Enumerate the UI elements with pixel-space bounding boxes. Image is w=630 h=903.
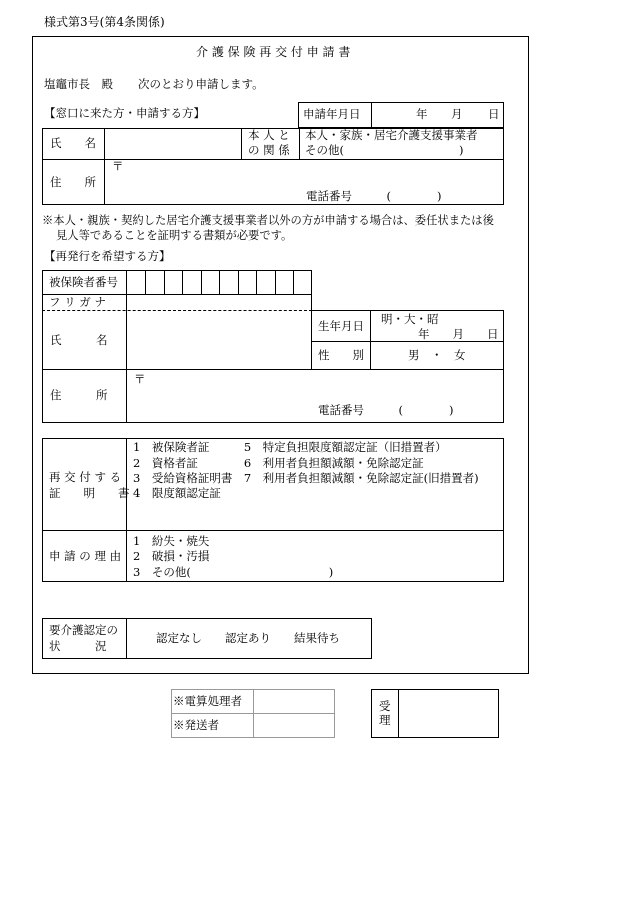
- target-address-label: 住 所: [50, 388, 108, 402]
- gender-options[interactable]: 男 ・ 女: [408, 348, 466, 362]
- postal-mark: 〒: [112, 159, 124, 173]
- intro-text: 次のとおり申請します。: [138, 77, 264, 91]
- insured-number-label: 被保険者番号: [49, 275, 118, 289]
- care-status-options[interactable]: 認定なし 認定あり 結果待ち: [156, 631, 340, 645]
- applicant-name-field[interactable]: [105, 129, 240, 158]
- apply-date-month: 月: [451, 107, 463, 121]
- computer-processor-label: ※電算処理者: [173, 694, 242, 708]
- birth-date-label: 生年月日: [318, 319, 364, 333]
- receipt-label-1: 受: [379, 699, 391, 713]
- certificate-option[interactable]: 4 限度額認定証: [133, 486, 221, 500]
- relation-label-line2: の 関 係: [248, 143, 290, 157]
- gender-label: 性 別: [318, 348, 364, 362]
- relation-label-line1: 本 人 と: [248, 128, 290, 142]
- target-name-label: 氏 名: [50, 333, 108, 347]
- certificate-option[interactable]: 2 資格者証 6 利用者負担額減額・免除認定証: [133, 456, 424, 470]
- apply-date-label: 申請年月日: [303, 107, 361, 121]
- relation-option-standard[interactable]: 本人・家族・居宅介護支援事業者: [305, 128, 478, 142]
- applicant-address-label: 住 所: [50, 175, 96, 189]
- reason-option[interactable]: 1 紛失・焼失: [133, 534, 210, 548]
- apply-date-year: 年: [416, 107, 428, 121]
- birth-ymd: 年 月 日: [418, 327, 499, 341]
- sender-label: ※発送者: [173, 718, 219, 732]
- target-phone-label: 電話番号 ( ): [318, 403, 454, 417]
- applicant-name-label: 氏 名: [50, 136, 96, 150]
- addressee: 塩竈市長 殿: [44, 77, 113, 91]
- furigana-label: フ リ ガ ナ: [49, 295, 106, 309]
- applicant-section-heading: 【窓口に来た方・申請する方】: [44, 106, 205, 120]
- reason-label: 申 請 の 理 由: [49, 549, 122, 563]
- applicant-address-field[interactable]: [105, 160, 503, 204]
- certificate-option[interactable]: 1 被保険者証 5 特定負担限度額認定証（旧措置者）: [133, 440, 447, 454]
- care-status-label-line1: 要介護認定の: [49, 623, 118, 637]
- target-postal-mark: 〒: [134, 372, 146, 386]
- relation-option-other[interactable]: その他( ): [305, 143, 464, 157]
- birth-era-options[interactable]: 明・大・昭: [381, 312, 439, 326]
- form-title: 介 護 保 険 再 交 付 申 請 書: [196, 45, 351, 59]
- reissue-section-heading: 【再発行を希望する方】: [44, 249, 171, 263]
- notice-line-1: ※本人・親族・契約した居宅介護支援事業者以外の方が申請する場合は、委任状または後: [42, 214, 494, 227]
- certificate-label-line1: 再 交 付 す る: [49, 470, 122, 484]
- insured-number-field[interactable]: [127, 271, 311, 293]
- apply-date-day: 日: [488, 107, 500, 121]
- furigana-field[interactable]: [127, 295, 311, 309]
- care-status-label-line2: 状 況: [49, 639, 107, 653]
- notice-line-2: 見人等であることを証明する書類が必要です。: [56, 229, 293, 242]
- target-name-field[interactable]: [127, 311, 311, 369]
- certificate-option[interactable]: 3 受給資格証明書 7 利用者負担額減額・免除認定証(旧措置者): [133, 471, 479, 485]
- applicant-phone-label: 電話番号 ( ): [306, 189, 442, 203]
- form-number-label: 様式第3号(第4条関係): [44, 15, 165, 29]
- certificate-label-line2: 証 明 書: [49, 486, 130, 500]
- receipt-label-2: 理: [379, 713, 391, 727]
- target-address-field[interactable]: [127, 370, 503, 422]
- reason-option[interactable]: 3 その他( ): [133, 565, 334, 579]
- reason-option[interactable]: 2 破損・汚損: [133, 549, 210, 563]
